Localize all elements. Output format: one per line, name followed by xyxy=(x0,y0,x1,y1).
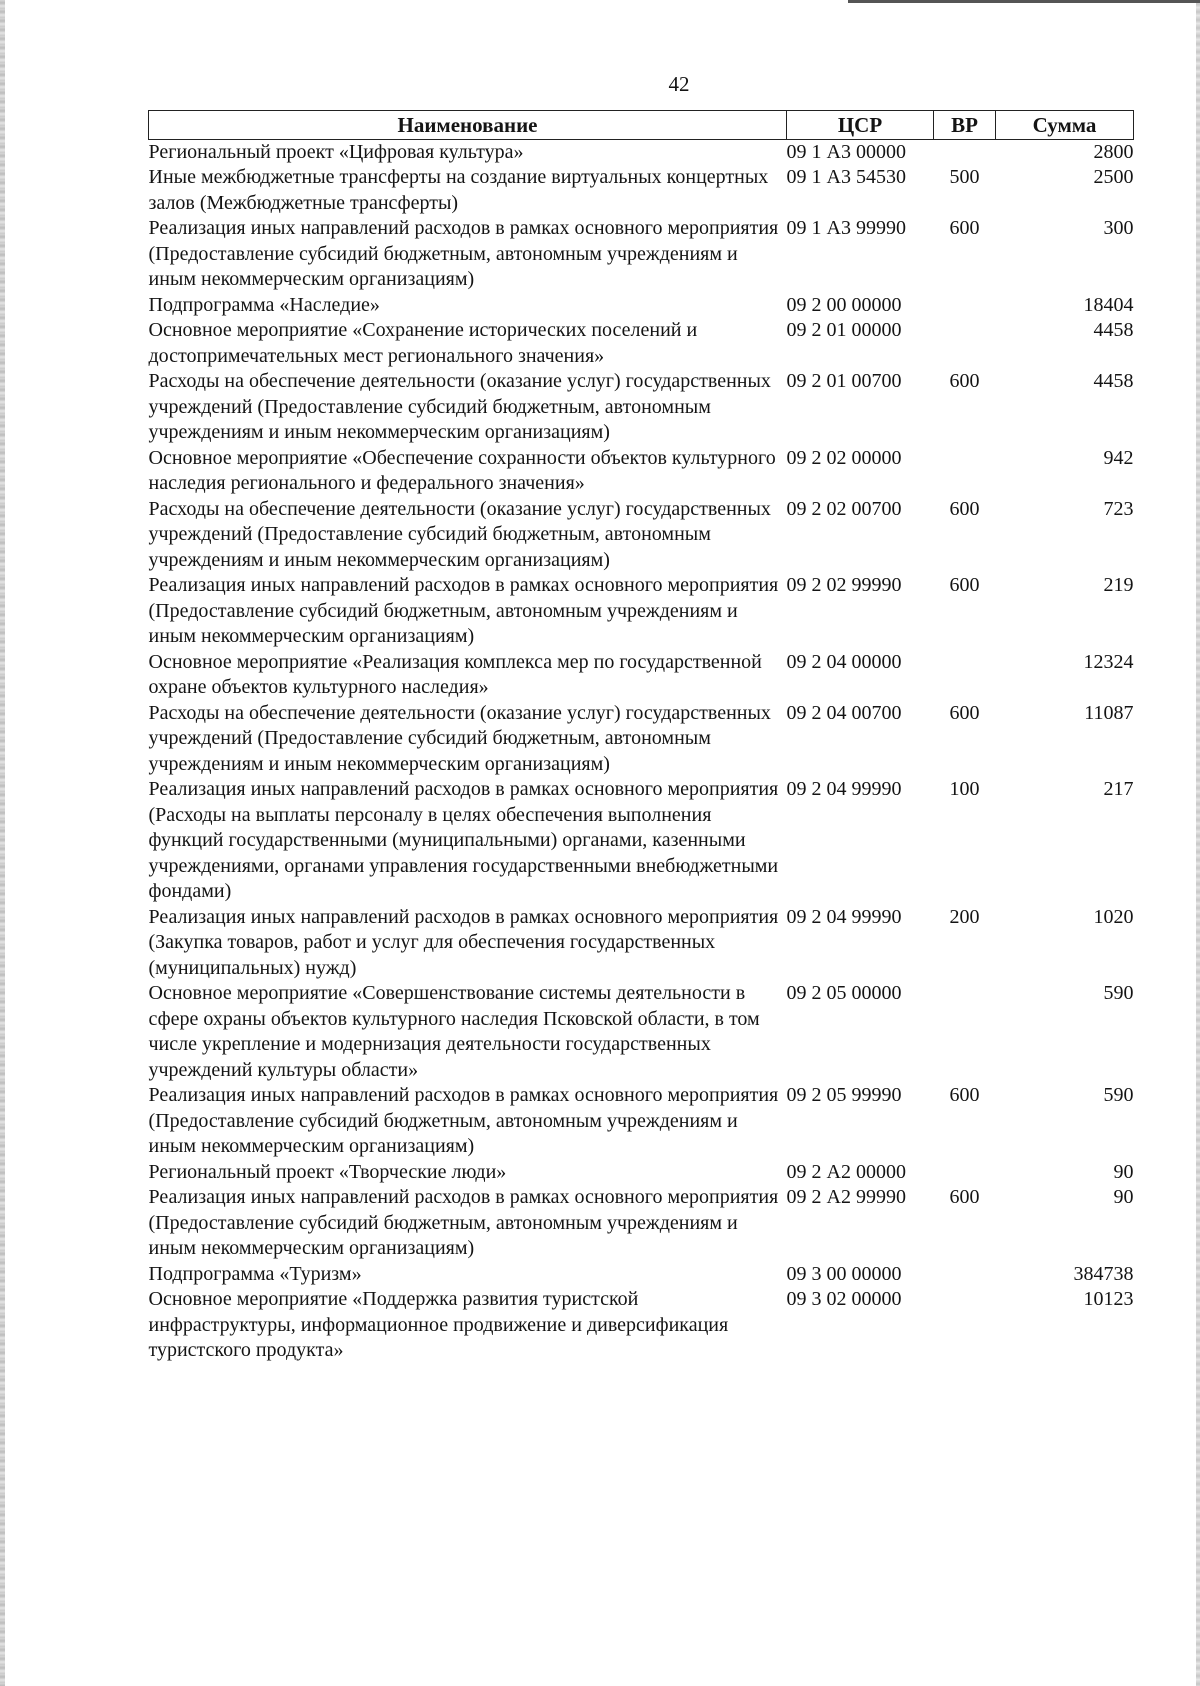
page-number: 42 xyxy=(668,72,690,96)
row-csr: 09 2 04 99990 xyxy=(786,905,902,928)
row-csr: 09 2 04 99990 xyxy=(786,778,902,800)
row-csr: 09 2 02 99990 xyxy=(786,574,902,596)
row-name: Расходы на обеспечение деятельности (оказание услуг) государственных учреждений (Предоставление субсидий бюджетным, автономным учреждениям и иным некоммерческим организациям) xyxy=(148,701,771,775)
row-csr: 09 1 А3 54530 xyxy=(786,166,906,188)
row-csr: 09 3 02 00000 xyxy=(786,1288,902,1310)
table-body xyxy=(149,139,1134,1364)
table-row xyxy=(149,981,1134,1083)
row-vr xyxy=(934,1287,996,1364)
row-sum: 90 xyxy=(1113,1160,1134,1183)
scan-edge-top xyxy=(848,0,1200,3)
scan-edge-right xyxy=(1196,0,1200,1686)
row-csr: 09 2 02 00000 xyxy=(786,446,902,469)
row-sum: 384738 xyxy=(1073,1262,1134,1285)
header-vr: ВР xyxy=(934,111,996,140)
row-name: Иные межбюджетные трансферты на создание виртуальных концертных залов (Межбюджетные трансферты) xyxy=(148,166,769,214)
row-sum: 2800 xyxy=(1093,140,1134,163)
table-header xyxy=(149,111,1134,140)
row-vr: 100 xyxy=(949,778,980,800)
table-row xyxy=(149,139,1134,165)
row-name: Реализация иных направлений расходов в рамках основного мероприятия (Предоставление субсидий бюджетным, автономным учреждениям и иным некоммерческим организациям) xyxy=(148,574,779,647)
row-vr xyxy=(934,446,996,497)
row-csr: 09 2 04 00700 xyxy=(786,701,902,724)
table-row xyxy=(149,1287,1134,1364)
row-csr: 09 1 А3 00000 xyxy=(786,140,906,163)
row-name: Расходы на обеспечение деятельности (оказание услуг) государственных учреждений (Предоставление субсидий бюджетным, автономным учреждениям и иным некоммерческим организациям) xyxy=(148,370,771,443)
table-row xyxy=(149,497,1134,574)
row-vr: 600 xyxy=(949,1186,980,1208)
row-vr xyxy=(934,1262,996,1288)
row-csr: 09 2 00 00000 xyxy=(786,293,902,316)
row-name: Основное мероприятие «Реализация комплекса мер по государственной охране объектов культурного наследия» xyxy=(148,650,762,698)
table-row xyxy=(149,650,1134,701)
row-sum: 590 xyxy=(1103,1084,1134,1106)
row-name: Основное мероприятие «Совершенствование системы деятельности в сфере охраны объектов культурного наследия Псковской области, в том числе укрепление и модернизация деятельности государственных учреждений культуры области» xyxy=(148,982,760,1081)
row-vr xyxy=(934,139,996,165)
row-vr: 200 xyxy=(949,905,980,928)
row-sum: 10123 xyxy=(1083,1288,1134,1310)
table-row xyxy=(149,1262,1134,1288)
row-sum: 217 xyxy=(1103,778,1134,800)
row-sum: 590 xyxy=(1103,982,1134,1004)
row-name: Расходы на обеспечение деятельности (оказание услуг) государственных учреждений (Предоставление субсидий бюджетным, автономным учреждениям и иным некоммерческим организациям) xyxy=(148,497,771,571)
table-row xyxy=(149,446,1134,497)
row-csr: 09 1 А3 99990 xyxy=(786,217,906,239)
table-row xyxy=(149,1160,1134,1186)
row-name: Подпрограмма «Наследие» xyxy=(148,293,380,316)
row-name: Реализация иных направлений расходов в рамках основного мероприятия (Предоставление субсидий бюджетным, автономным учреждениям и иным некоммерческим организациям) xyxy=(148,1084,779,1157)
table-row xyxy=(149,216,1134,293)
row-sum: 300 xyxy=(1103,217,1134,239)
row-sum: 90 xyxy=(1113,1186,1134,1208)
row-sum: 1020 xyxy=(1093,905,1134,928)
row-vr: 600 xyxy=(949,217,980,239)
row-csr: 09 2 01 00000 xyxy=(786,319,902,341)
row-name: Подпрограмма «Туризм» xyxy=(148,1262,362,1285)
header-sum: Сумма xyxy=(996,111,1134,140)
row-vr: 500 xyxy=(949,166,980,188)
row-name: Региональный проект «Творческие люди» xyxy=(148,1160,507,1183)
row-vr xyxy=(934,1160,996,1186)
table-row xyxy=(149,701,1134,778)
table-row xyxy=(149,318,1134,369)
row-name: Реализация иных направлений расходов в рамках основного мероприятия (Предоставление субсидий бюджетным, автономным учреждениям и иным некоммерческим организациям) xyxy=(148,217,779,290)
row-sum: 723 xyxy=(1103,497,1134,520)
row-vr xyxy=(934,981,996,1083)
row-csr: 09 2 А2 99990 xyxy=(786,1186,906,1208)
row-sum: 18404 xyxy=(1083,293,1134,316)
row-csr: 09 2 05 99990 xyxy=(786,1084,902,1106)
row-name: Основное мероприятие «Обеспечение сохранности объектов культурного наследия регионального и федерального значения» xyxy=(148,446,776,494)
scan-edge-left xyxy=(0,0,5,1686)
row-vr: 600 xyxy=(949,701,980,724)
header-csr: ЦСР xyxy=(787,111,934,140)
row-sum: 4458 xyxy=(1093,370,1134,392)
row-name: Реализация иных направлений расходов в рамках основного мероприятия (Предоставление субсидий бюджетным, автономным учреждениям и иным некоммерческим организациям) xyxy=(148,1186,779,1259)
header-row xyxy=(149,111,1134,140)
row-sum: 219 xyxy=(1103,574,1134,596)
row-csr: 09 2 А2 00000 xyxy=(786,1160,906,1183)
table-row xyxy=(149,1083,1134,1160)
row-csr: 09 3 00 00000 xyxy=(786,1262,902,1285)
row-vr: 600 xyxy=(949,370,980,392)
row-sum: 4458 xyxy=(1093,319,1134,341)
table-row xyxy=(149,777,1134,905)
budget-table xyxy=(148,110,1134,1364)
row-csr: 09 2 05 00000 xyxy=(786,982,902,1004)
row-sum: 11087 xyxy=(1084,701,1134,724)
row-csr: 09 2 01 00700 xyxy=(786,370,902,392)
row-name: Основное мероприятие «Поддержка развития туристской инфраструктуры, информационное продвижение и диверсификация туристского продукта» xyxy=(148,1288,729,1361)
row-vr: 600 xyxy=(949,497,980,520)
table-row xyxy=(149,369,1134,446)
row-vr xyxy=(934,293,996,319)
row-name: Реализация иных направлений расходов в рамках основного мероприятия (Расходы на выплаты персоналу в целях обеспечения выполнения функций государственными (муниципальными) органами, казенными учреждениями, органами управления государственными внебюджетными фондами) xyxy=(148,778,779,902)
row-vr: 600 xyxy=(949,1084,980,1106)
table-row xyxy=(149,905,1134,982)
row-vr: 600 xyxy=(949,574,980,596)
row-sum: 2500 xyxy=(1093,166,1134,188)
table-row xyxy=(149,293,1134,319)
header-name: Наименование xyxy=(149,111,787,140)
row-vr xyxy=(934,318,996,369)
budget-table-container xyxy=(148,110,1133,1364)
row-sum: 12324 xyxy=(1083,650,1134,673)
table-row xyxy=(149,573,1134,650)
table-row xyxy=(149,1185,1134,1262)
table-row xyxy=(149,165,1134,216)
row-name: Основное мероприятие «Сохранение исторических поселений и достопримечательных мест регионального значения» xyxy=(148,319,698,367)
row-name: Региональный проект «Цифровая культура» xyxy=(148,140,524,163)
row-name: Реализация иных направлений расходов в рамках основного мероприятия (Закупка товаров, работ и услуг для обеспечения государственных (муниципальных) нужд) xyxy=(148,905,779,979)
row-csr: 09 2 02 00700 xyxy=(786,497,902,520)
row-vr xyxy=(934,650,996,701)
row-sum: 942 xyxy=(1103,446,1134,469)
row-csr: 09 2 04 00000 xyxy=(786,650,902,673)
